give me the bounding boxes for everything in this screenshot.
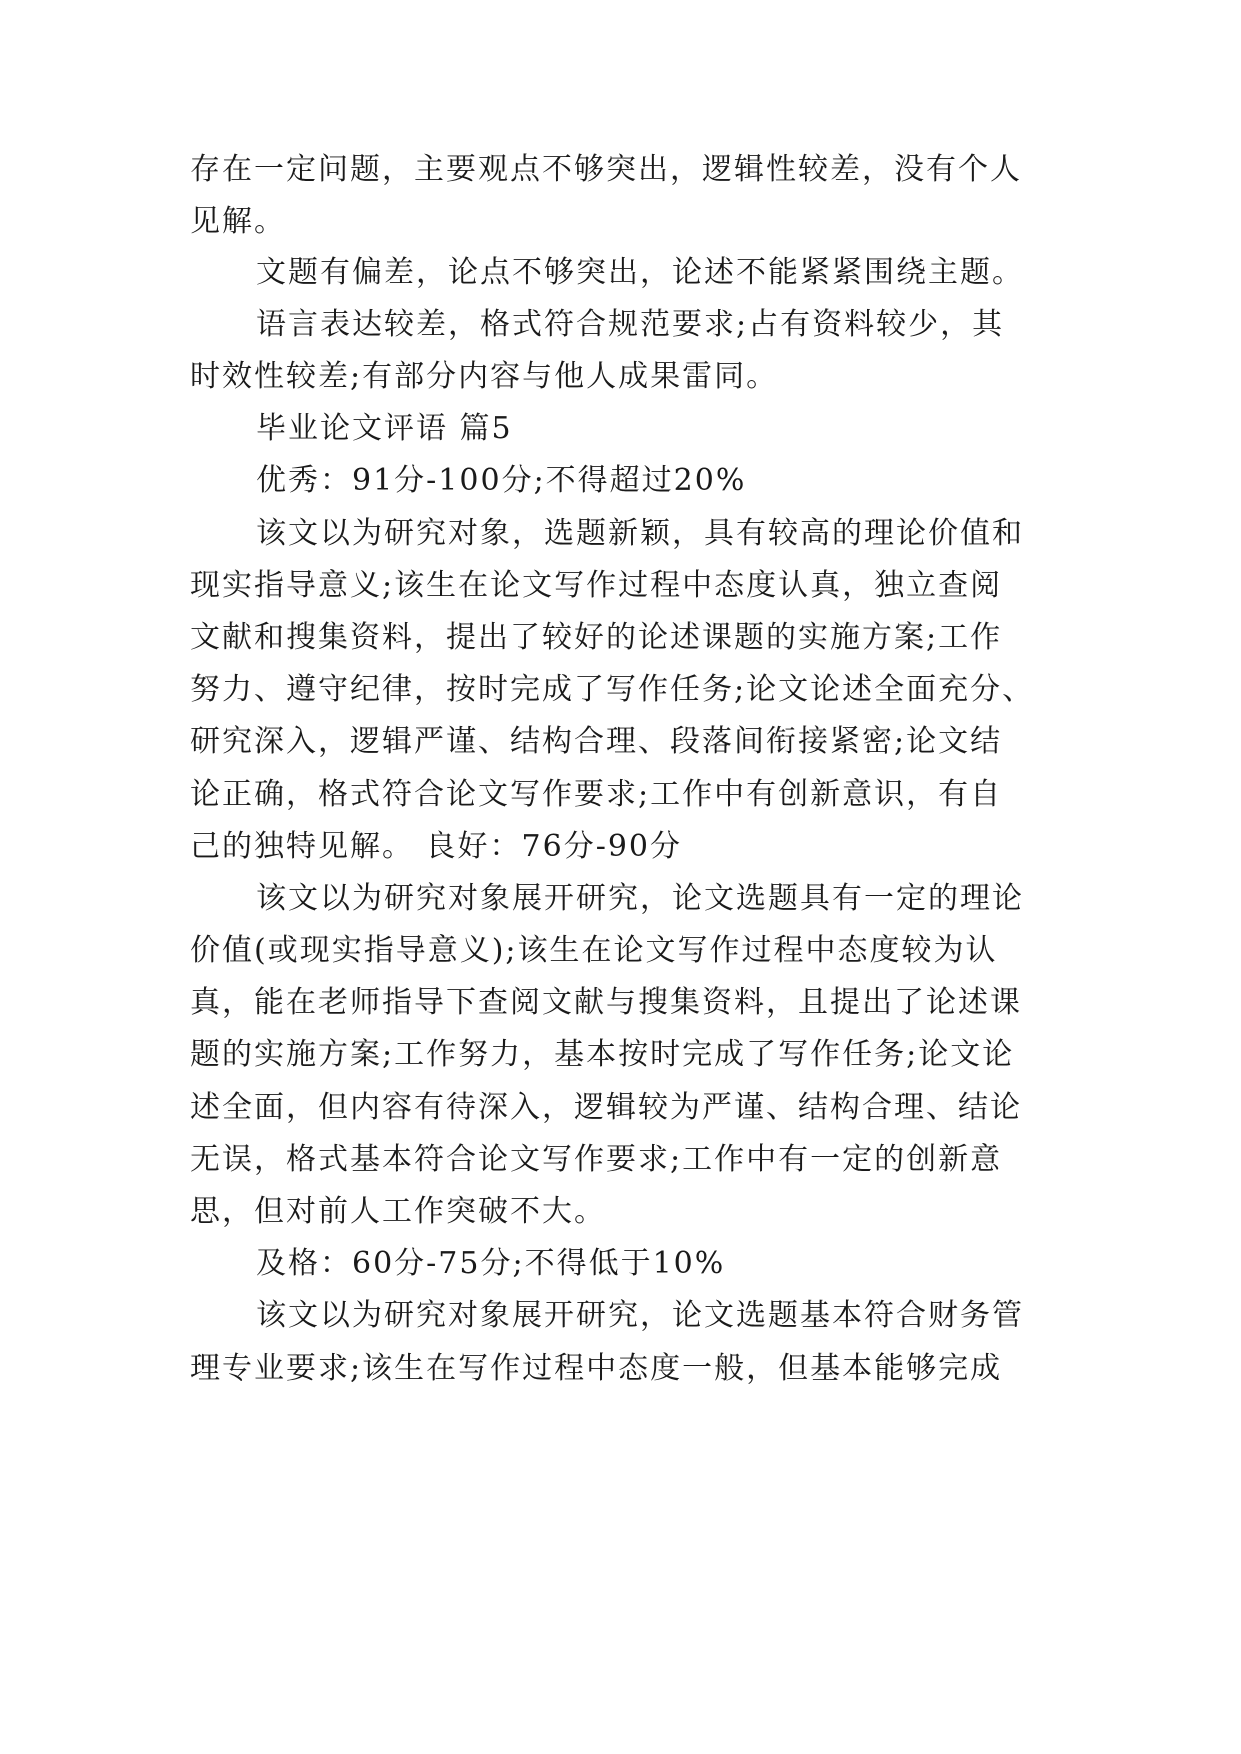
- text-line: 述全面，但内容有待深入，逻辑较为严谨、结构合理、结论: [190, 1090, 1022, 1125]
- text-line: 文题有偏差，论点不够突出，论述不能紧紧围绕主题。: [256, 255, 1024, 290]
- text-line: 题的实施方案;工作努力，基本按时完成了写作任务;论文论: [190, 1037, 1015, 1072]
- grade-line-excellent: 优秀：91分-100分;不得超过20%: [256, 463, 747, 498]
- text-line: 己的独特见解。 良好：76分-90分: [190, 829, 683, 864]
- text-line: 思，但对前人工作突破不大。: [190, 1194, 606, 1229]
- text-line: 理专业要求;该生在写作过程中态度一般，但基本能够完成: [190, 1351, 1003, 1386]
- text-line: 时效性较差;有部分内容与他人成果雷同。: [190, 359, 779, 394]
- text-line: 文献和搜集资料，提出了较好的论述课题的实施方案;工作: [190, 620, 1003, 655]
- section-heading: 毕业论文评语 篇5: [256, 411, 513, 446]
- grade-line-pass: 及格：60分-75分;不得低于10%: [256, 1246, 726, 1281]
- text-line: 语言表达较差，格式符合规范要求;占有资料较少，其: [256, 307, 1005, 342]
- text-line: 现实指导意义;该生在论文写作过程中态度认真，独立查阅: [190, 568, 1003, 603]
- text-line: 论正确，格式符合论文写作要求;工作中有创新意识，有自: [190, 777, 1003, 812]
- text-line: 该文以为研究对象展开研究，论文选题基本符合财务管: [256, 1298, 1024, 1333]
- text-line: 真，能在老师指导下查阅文献与搜集资料，且提出了论述课: [190, 985, 1022, 1020]
- text-line: 存在一定问题，主要观点不够突出，逻辑性较差，没有个人: [190, 152, 1022, 187]
- text-line: 无误，格式基本符合论文写作要求;工作中有一定的创新意: [190, 1142, 1003, 1177]
- text-line: 研究深入，逻辑严谨、结构合理、段落间衔接紧密;论文结: [190, 724, 1003, 759]
- text-line: 价值(或现实指导意义);该生在论文写作过程中态度较为认: [190, 933, 998, 968]
- text-line: 见解。: [190, 204, 286, 239]
- text-line: 该文以为研究对象展开研究，论文选题具有一定的理论: [256, 881, 1024, 916]
- text-line: 该文以为研究对象，选题新颖，具有较高的理论价值和: [256, 516, 1024, 551]
- text-line: 努力、遵守纪律，按时完成了写作任务;论文论述全面充分、: [190, 672, 1035, 707]
